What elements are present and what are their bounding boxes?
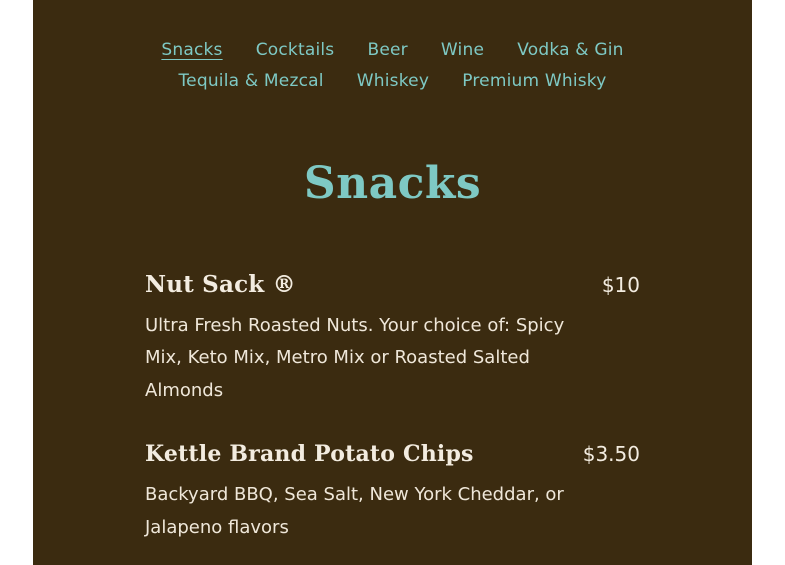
menu-list — [33, 271, 752, 544]
category-nav — [33, 42, 752, 90]
nav-link-beer[interactable]: Beer — [367, 40, 408, 60]
menu-page — [33, 0, 752, 565]
nav-link-premium-whisky[interactable]: Premium Whisky — [462, 71, 607, 91]
menu-item-description: Backyard BBQ, Sea Salt, New York Cheddar, or Jalapeno flavors — [145, 484, 564, 538]
menu-item-header — [145, 271, 640, 298]
nav-row-secondary — [33, 73, 752, 90]
menu-item-name: Nut Sack ® — [145, 271, 296, 298]
nav-link-cocktails[interactable]: Cocktails — [255, 40, 335, 60]
menu-item — [145, 441, 640, 544]
nav-link-wine[interactable]: Wine — [440, 40, 485, 60]
menu-item-price: $10 — [601, 273, 640, 297]
menu-item-name: Kettle Brand Potato Chips — [145, 441, 474, 468]
nav-link-snacks[interactable]: Snacks — [161, 40, 223, 60]
menu-item-description: Ultra Fresh Roasted Nuts. Your choice of: Spicy Mix, Keto Mix, Metro Mix or Roasted Salted Almonds — [145, 315, 565, 401]
nav-row-primary — [33, 42, 752, 59]
page-title: Snacks — [303, 158, 482, 209]
nav-link-whiskey[interactable]: Whiskey — [356, 71, 430, 91]
menu-item — [145, 271, 640, 407]
nav-link-tequila-mezcal[interactable]: Tequila & Mezcal — [178, 71, 324, 91]
nav-link-vodka-gin[interactable]: Vodka & Gin — [517, 40, 624, 60]
menu-item-price: $3.50 — [582, 442, 640, 467]
menu-item-header — [145, 441, 640, 467]
